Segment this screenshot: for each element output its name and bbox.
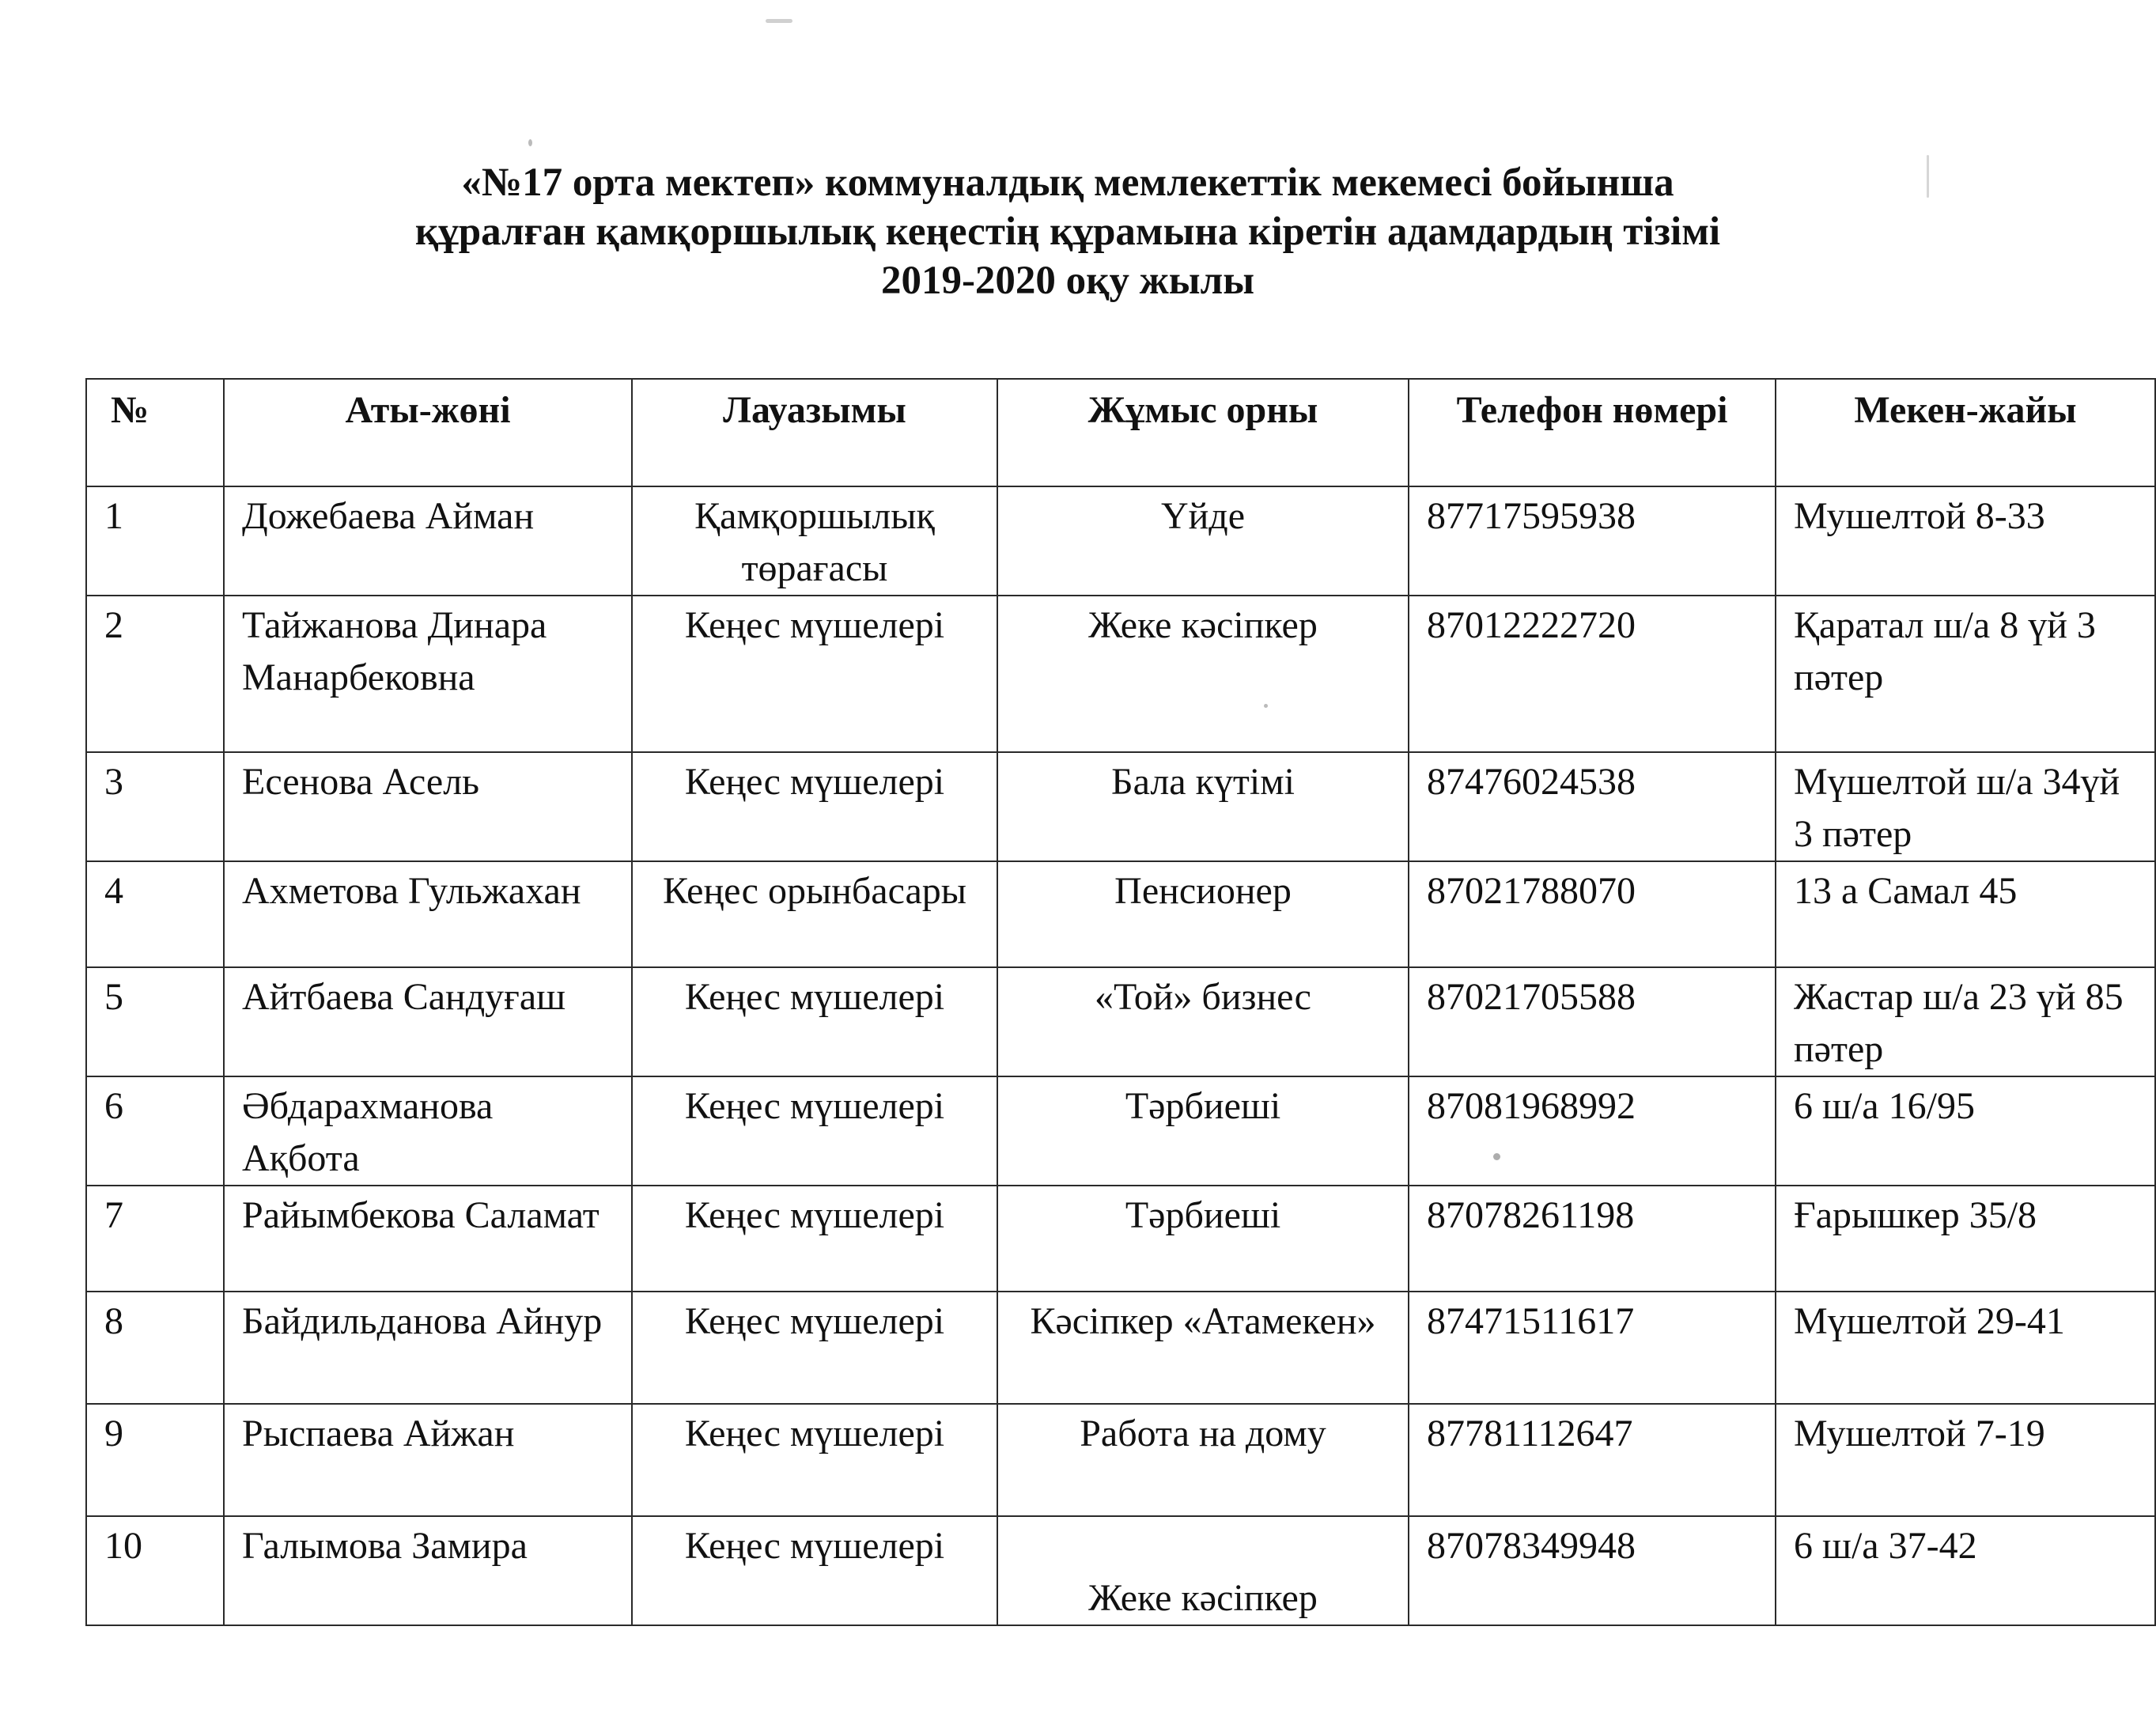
cell-phone: 87717595938	[1409, 486, 1776, 596]
title-line-2: құралған қамқоршылық кеңестің құрамына кіретін адамдардың тізімі	[414, 210, 1721, 254]
table-row	[86, 1516, 2155, 1625]
cell-workplace	[997, 1516, 1409, 1625]
scan-speck	[528, 139, 532, 146]
cell-name: Әбдарахманова Ақбота	[224, 1076, 632, 1186]
cell-phone: 87021788070	[1409, 861, 1776, 967]
cell-number: 7	[86, 1186, 224, 1292]
cell-address: 6 ш/а 37-42	[1776, 1516, 2155, 1625]
header-number: №	[86, 379, 224, 486]
title-line-3: 2019-2020 оқу жылы	[880, 259, 1255, 303]
cell-workplace: Кәсіпкер «Атамекен»	[997, 1292, 1409, 1404]
cell-address: Мүшелтой 29-41	[1776, 1292, 2155, 1404]
cell-number: 10	[86, 1516, 224, 1625]
cell-phone: 87781112647	[1409, 1404, 1776, 1516]
cell-position: Кеңес мүшелері	[632, 752, 997, 861]
cell-position: Кеңес мүшелері	[632, 1292, 997, 1404]
cell-workplace: Тәрбиеші	[997, 1076, 1409, 1186]
table-row	[86, 1404, 2155, 1516]
cell-workplace: «Той» бизнес	[997, 967, 1409, 1076]
cell-position: Кеңес мүшелері	[632, 1076, 997, 1186]
cell-name: Тайжанова Динара Манарбековна	[224, 596, 632, 752]
cell-position: Кеңес мүшелері	[632, 1516, 997, 1625]
header-address: Мекен-жайы	[1776, 379, 2155, 486]
cell-position: Кеңес орынбасары	[632, 861, 997, 967]
cell-position: Кеңес мүшелері	[632, 1186, 997, 1292]
cell-number: 8	[86, 1292, 224, 1404]
scan-speck	[766, 19, 792, 23]
document-title	[0, 158, 2135, 305]
cell-number: 3	[86, 752, 224, 861]
header-phone: Телефон нөмері	[1409, 379, 1776, 486]
header-position: Лауазымы	[632, 379, 997, 486]
cell-name: Галымова Замира	[224, 1516, 632, 1625]
cell-number: 4	[86, 861, 224, 967]
cell-number: 5	[86, 967, 224, 1076]
table-header-row	[86, 379, 2155, 486]
cell-workplace: Работа на дому	[997, 1404, 1409, 1516]
cell-phone: 87081968992	[1409, 1076, 1776, 1186]
table-row	[86, 596, 2155, 752]
table-row	[86, 486, 2155, 596]
cell-name: Дожебаева Айман	[224, 486, 632, 596]
cell-workplace: Үйде	[997, 486, 1409, 596]
cell-phone: 87021705588	[1409, 967, 1776, 1076]
cell-address: 6 ш/а 16/95	[1776, 1076, 2155, 1186]
cell-phone: 87078261198	[1409, 1186, 1776, 1292]
cell-address: 13 а Самал 45	[1776, 861, 2155, 967]
cell-name: Рыспаева Айжан	[224, 1404, 632, 1516]
table-row	[86, 967, 2155, 1076]
cell-name: Айтбаева Сандуғаш	[224, 967, 632, 1076]
cell-workplace-text: Жеке кәсіпкер	[1088, 1577, 1318, 1619]
cell-position: Кеңес мүшелері	[632, 596, 997, 752]
cell-workplace: Тәрбиеші	[997, 1186, 1409, 1292]
cell-workplace: Пенсионер	[997, 861, 1409, 967]
cell-address: Мүшелтой ш/а 34үй 3 пәтер	[1776, 752, 2155, 861]
board-members-table	[85, 378, 2156, 1626]
cell-position: Кеңес мүшелері	[632, 1404, 997, 1516]
cell-name: Есенова Асель	[224, 752, 632, 861]
cell-position: Қамқоршылық төрағасы	[632, 486, 997, 596]
cell-number: 9	[86, 1404, 224, 1516]
title-line-1: «№17 орта мектеп» коммуналдық мемлекеттік мекемесі бойынша	[461, 161, 1674, 205]
cell-address: Ғарышкер 35/8	[1776, 1186, 2155, 1292]
table-row	[86, 861, 2155, 967]
cell-workplace: Жеке кәсіпкер	[997, 596, 1409, 752]
cell-address: Мушелтой 7-19	[1776, 1404, 2155, 1516]
table-row	[86, 1076, 2155, 1186]
cell-phone: 87471511617	[1409, 1292, 1776, 1404]
cell-address: Мушелтой 8-33	[1776, 486, 2155, 596]
cell-name: Ахметова Гульжахан	[224, 861, 632, 967]
header-workplace: Жұмыс орны	[997, 379, 1409, 486]
cell-number: 6	[86, 1076, 224, 1186]
cell-number: 2	[86, 596, 224, 752]
cell-number: 1	[86, 486, 224, 596]
header-name: Аты-жөні	[224, 379, 632, 486]
table-row	[86, 1186, 2155, 1292]
cell-workplace: Бала күтімі	[997, 752, 1409, 861]
cell-phone: 87078349948	[1409, 1516, 1776, 1625]
cell-name: Байдильданова Айнур	[224, 1292, 632, 1404]
cell-name: Райымбекова Саламат	[224, 1186, 632, 1292]
cell-phone: 87012222720	[1409, 596, 1776, 752]
cell-address: Жастар ш/а 23 үй 85 пәтер	[1776, 967, 2155, 1076]
cell-position: Кеңес мүшелері	[632, 967, 997, 1076]
table-row	[86, 752, 2155, 861]
cell-phone: 87476024538	[1409, 752, 1776, 861]
table-row	[86, 1292, 2155, 1404]
cell-address: Қаратал ш/а 8 үй 3 пәтер	[1776, 596, 2155, 752]
